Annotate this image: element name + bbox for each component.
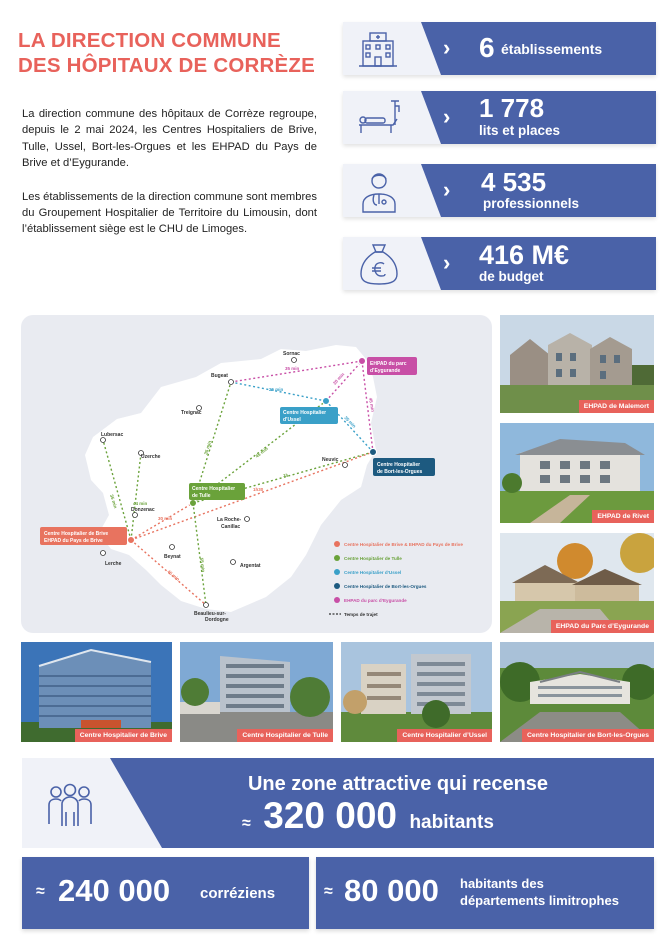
photo-ehpad-malemort bbox=[500, 315, 654, 413]
intro-paragraph-2: Les établissements de la direction commune sont membres du Groupement Hospitalier de Territoire du Limousin, dont l’établissement siège est le CHU de Limoges. bbox=[22, 190, 317, 236]
bed-icon bbox=[343, 91, 435, 144]
photo-caption: EHPAD de Rivet bbox=[592, 510, 654, 523]
center-label: de Bort-les-Orgues bbox=[377, 469, 423, 475]
population-total-value: 320 000 bbox=[263, 795, 397, 836]
town-label: Treignac bbox=[181, 410, 202, 416]
photo-ehpad-eygurande bbox=[500, 533, 654, 633]
time-label: 35 min bbox=[285, 366, 300, 371]
time-label: 20 min bbox=[332, 371, 346, 386]
time-label: 35 min bbox=[109, 493, 119, 509]
center-label: Centre Hospitalier bbox=[377, 462, 421, 468]
department-shape bbox=[85, 345, 377, 612]
population-total-label: habitants bbox=[409, 812, 494, 833]
time-label: 45 min bbox=[166, 568, 181, 582]
border-label-line-2: départements limitrophes bbox=[460, 893, 619, 908]
town-label: Donzenac bbox=[131, 507, 155, 513]
approx-sign: ≈ bbox=[324, 883, 333, 900]
town-label: Lerche bbox=[105, 561, 122, 567]
center-label: EHPAD du parc bbox=[370, 361, 407, 367]
town-label: Argentat bbox=[240, 563, 261, 569]
population-total bbox=[242, 795, 494, 837]
stat-value: 416 M€ bbox=[479, 240, 570, 270]
stat-beds bbox=[343, 91, 656, 144]
photo-ch-ussel bbox=[341, 642, 492, 742]
approx-sign: ≈ bbox=[242, 815, 251, 832]
correze-label: corréziens bbox=[200, 885, 276, 902]
time-label: 35 min bbox=[343, 415, 357, 429]
photo-caption: Centre Hospitalier de Brive bbox=[75, 729, 172, 742]
photo-caption: Centre Hospitalier de Bort-les-Orgues bbox=[522, 729, 654, 742]
center-label: d’Eygurande bbox=[370, 368, 401, 374]
center-label: EHPAD du Pays de Brive bbox=[44, 538, 103, 544]
title-line-2: DES HÔPITAUX DE CORRÈZE bbox=[18, 54, 315, 77]
center-label: Centre Hospitalier de Brive bbox=[44, 531, 109, 537]
legend-item: Centre Hospitalier de Tulle bbox=[344, 556, 402, 561]
photo-caption: Centre Hospitalier de Tulle bbox=[237, 729, 333, 742]
chevron-right-icon: › bbox=[443, 177, 451, 202]
photo-ch-bort bbox=[500, 642, 654, 742]
intro-paragraph-1: La direction commune des hôpitaux de Corrèze regroupe, depuis le 2 mai 2024, les Centres Hospitaliers de Brive, Tulle, Ussel, Bort-les-Orgues et les EHPAD du Pays de Brive et d’Eygurande. bbox=[22, 108, 317, 170]
town-label: Canillac bbox=[221, 524, 241, 530]
chevron-right-icon: › bbox=[443, 250, 451, 275]
people-icon bbox=[42, 782, 98, 833]
town-label: La Roche- bbox=[217, 517, 242, 523]
stat-label: lits et places bbox=[479, 123, 561, 138]
stat-budget bbox=[343, 237, 656, 290]
border-label bbox=[460, 875, 619, 909]
photo-ehpad-rivet bbox=[500, 423, 654, 523]
correze-value: 240 000 bbox=[58, 873, 171, 908]
town-label: Neuvic bbox=[322, 457, 339, 463]
stat-label: de budget bbox=[479, 269, 544, 284]
time-label: 35 min bbox=[203, 440, 213, 456]
time-label: 44 min bbox=[133, 501, 148, 506]
hospital-icon bbox=[343, 22, 435, 75]
stat-establishments bbox=[343, 22, 656, 75]
town-label: Uzerche bbox=[141, 454, 161, 460]
town-label: Lubersac bbox=[101, 432, 124, 438]
time-label: 25 min bbox=[269, 387, 284, 392]
stat-value: 4 535 bbox=[481, 167, 547, 197]
approx-sign: ≈ bbox=[36, 883, 45, 900]
title-line-1: LA DIRECTION COMMUNE bbox=[18, 29, 281, 52]
population-correze bbox=[22, 857, 309, 929]
map-legend bbox=[329, 541, 463, 617]
legend-item: Temps de trajet bbox=[344, 612, 378, 617]
chevron-right-icon: › bbox=[443, 35, 451, 60]
center-bort bbox=[370, 449, 436, 477]
photo-caption: EHPAD de Malemort bbox=[579, 400, 654, 413]
town-label: Beynat bbox=[164, 554, 181, 560]
money-bag-icon bbox=[343, 237, 435, 290]
legend-item: EHPAD du parc d’Eygurande bbox=[344, 598, 407, 603]
photo-caption: EHPAD du Parc d’Eygurande bbox=[551, 620, 654, 633]
stat-label: établissements bbox=[501, 41, 603, 57]
time-label: 45 min bbox=[254, 446, 269, 459]
time-label: 1h30 bbox=[253, 487, 264, 492]
time-label: 45 min bbox=[368, 397, 376, 413]
doctor-icon bbox=[343, 164, 435, 217]
intro-text bbox=[22, 106, 317, 238]
border-value: 80 000 bbox=[344, 873, 439, 908]
population-banner bbox=[22, 758, 654, 848]
time-label: 55 min bbox=[199, 557, 206, 573]
center-eygurande bbox=[359, 357, 418, 375]
center-label: de Tulle bbox=[192, 493, 211, 499]
town-label: Sornac bbox=[283, 351, 300, 357]
stat-value: 6 bbox=[479, 32, 495, 63]
stat-label: professionnels bbox=[483, 196, 580, 211]
center-label: d’Ussel bbox=[283, 417, 301, 423]
town-label: Beaulieu-sur- bbox=[194, 611, 226, 617]
time-label: 30 min bbox=[158, 516, 173, 521]
stat-staff bbox=[343, 164, 656, 217]
legend-item: Centre Hospitalier de Bort-les-Orgues bbox=[344, 584, 427, 589]
legend-item: Centre Hospitalier de Brive & EHPAD du Pays de Brive bbox=[344, 542, 463, 547]
population-border bbox=[316, 857, 654, 929]
chevron-right-icon: › bbox=[443, 104, 451, 129]
stat-value: 1 778 bbox=[479, 93, 545, 123]
photo-caption: Centre Hospitalier d’Ussel bbox=[397, 729, 492, 742]
photo-ch-brive bbox=[21, 642, 172, 742]
legend-item: Centre Hospitalier d’Ussel bbox=[344, 570, 402, 575]
photo-ch-tulle bbox=[180, 642, 333, 742]
town-label: Bugeat bbox=[211, 373, 228, 379]
page-title bbox=[18, 28, 338, 78]
time-label: 1h bbox=[283, 473, 289, 478]
town-label: Dordogne bbox=[205, 617, 229, 623]
center-label: Centre Hospitalier bbox=[192, 486, 236, 492]
correze-map bbox=[21, 315, 492, 633]
center-brive bbox=[40, 527, 135, 545]
center-label: Centre Hospitalier bbox=[283, 410, 327, 416]
population-heading: Une zone attractive qui recense bbox=[247, 773, 549, 795]
border-label-line-1: habitants des bbox=[460, 876, 544, 891]
